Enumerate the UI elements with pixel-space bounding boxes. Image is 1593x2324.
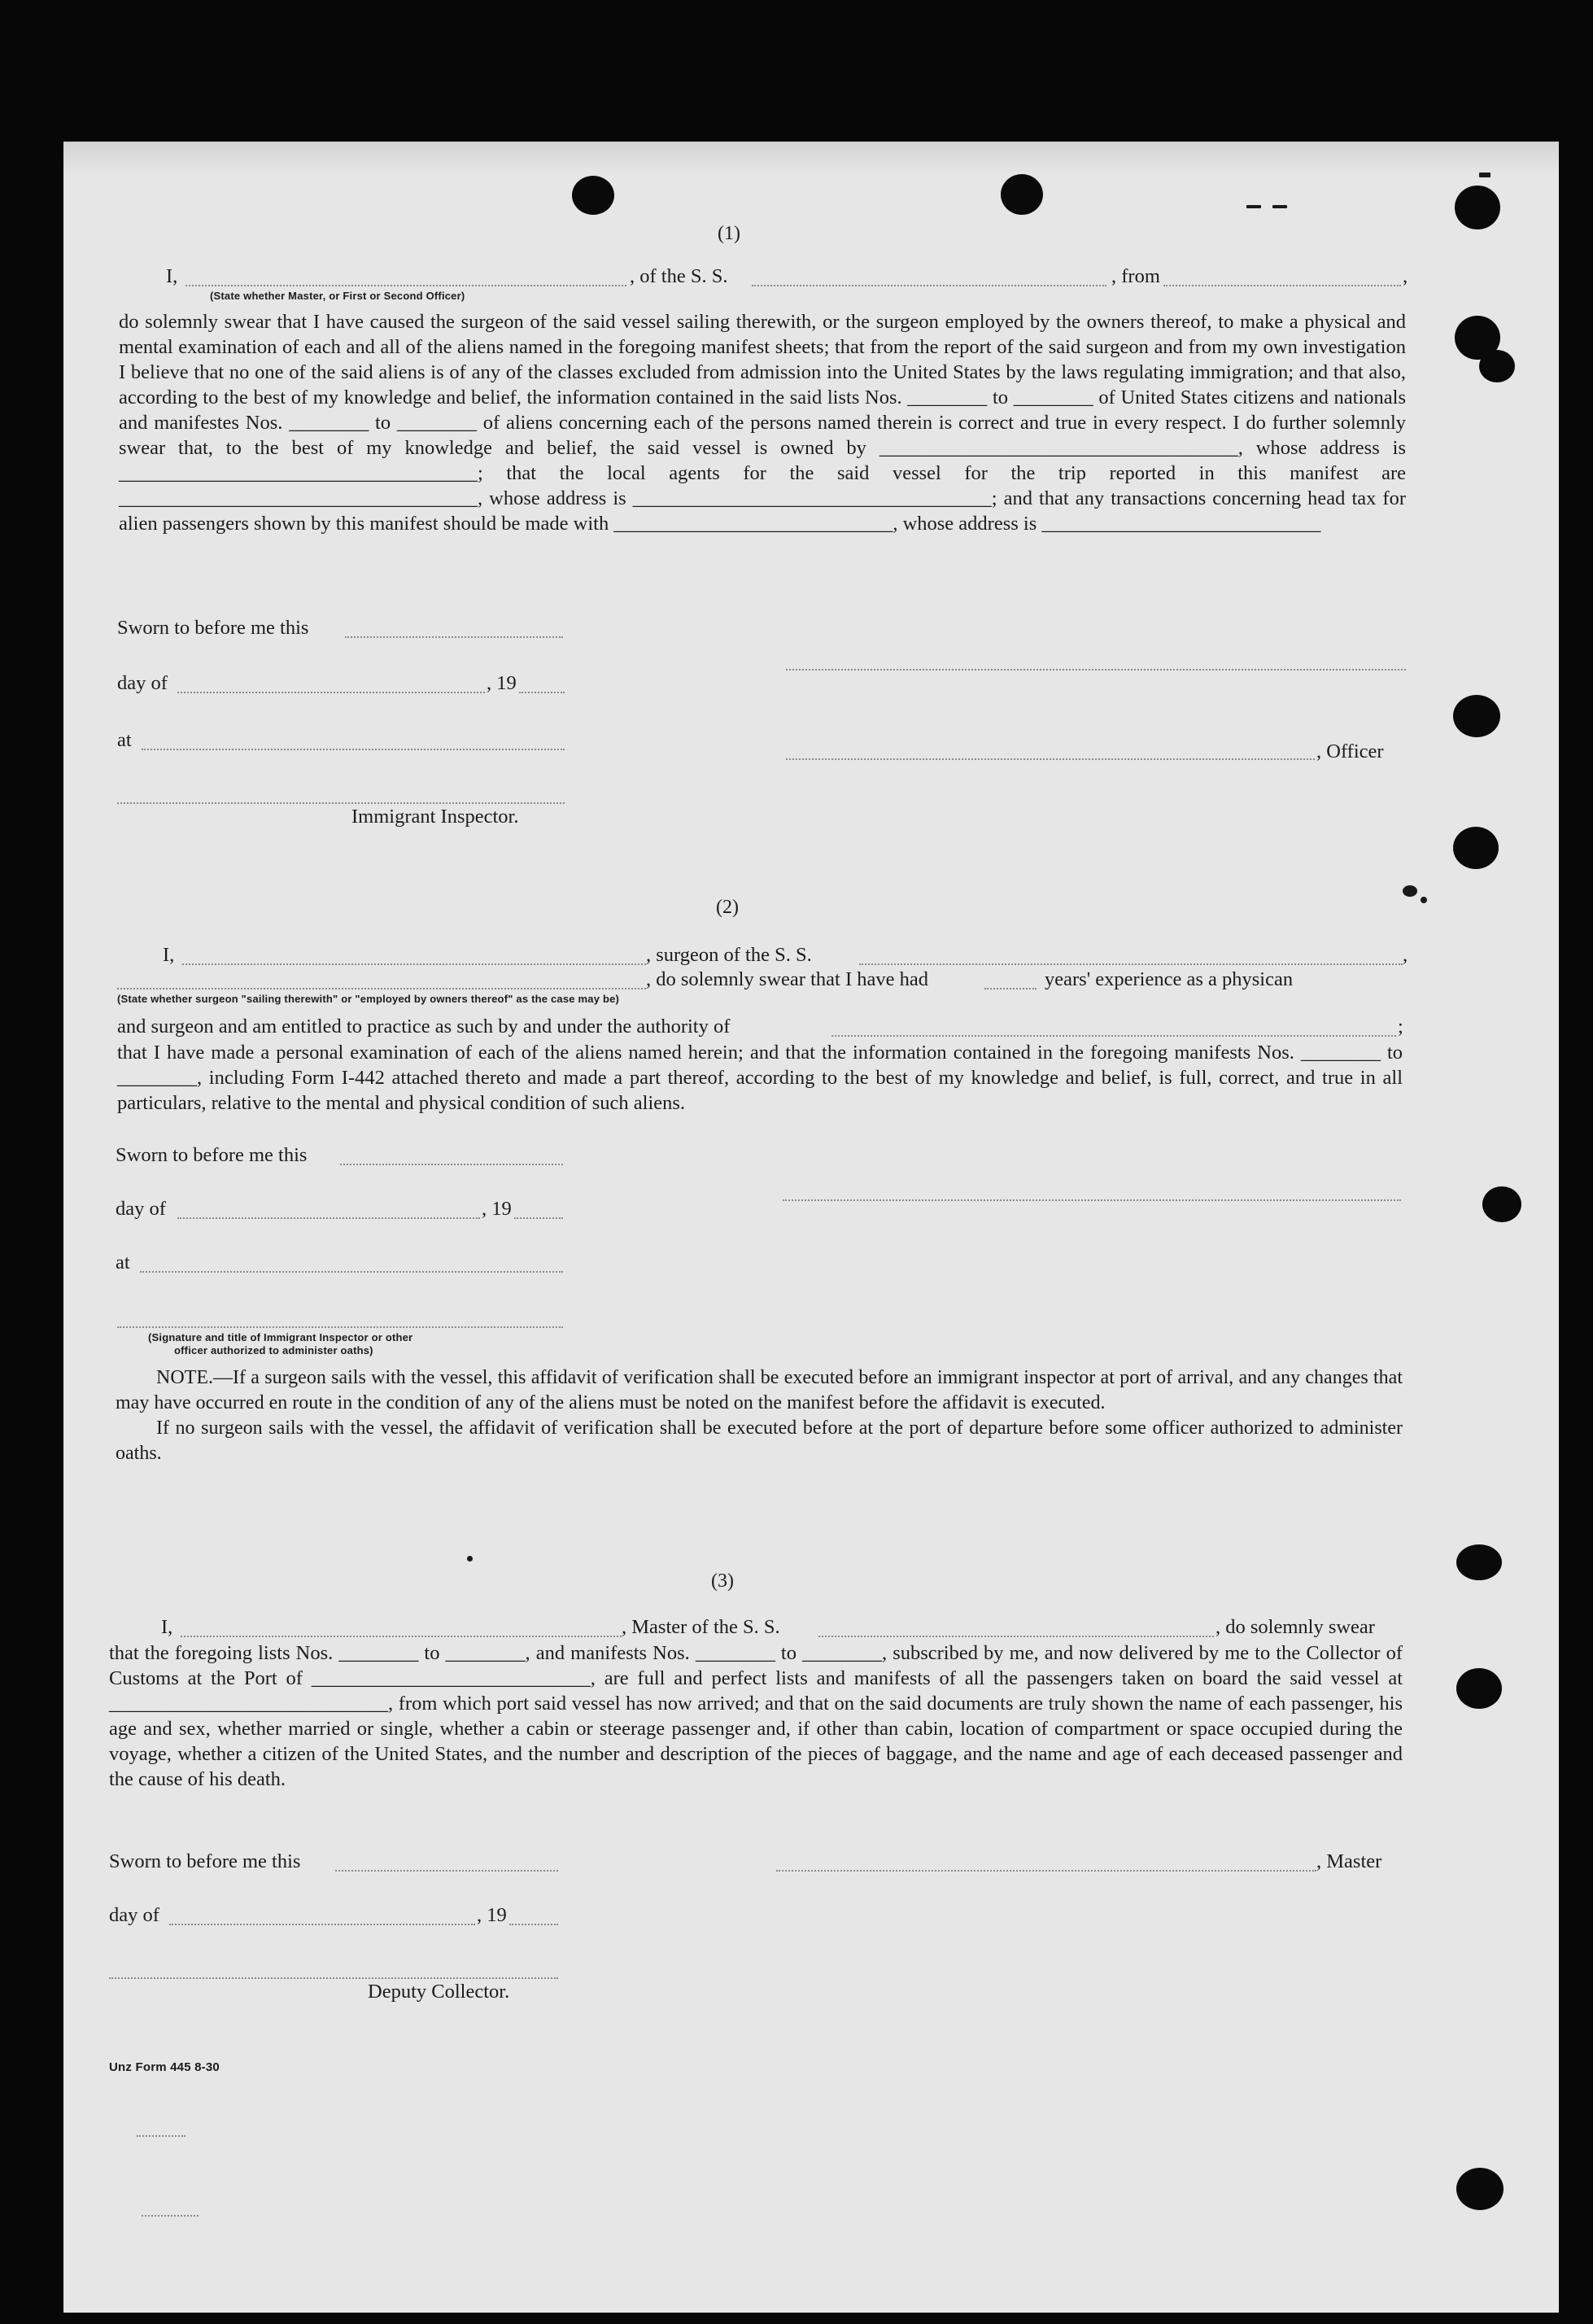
punch-hole — [1455, 186, 1500, 229]
fill-line-master-sign — [776, 1870, 1316, 1872]
note-paragraph: If no surgeon sails with the vessel, the affidavit of verification shall be executed before at the port of departure before some officer authorized to administer oaths. — [116, 1418, 1403, 1464]
ink-speck — [1479, 173, 1490, 177]
of-ss-label: , of the S. S. — [630, 265, 728, 287]
signature-line — [783, 1199, 1401, 1201]
fill-line-year — [519, 692, 565, 693]
officer-label: , Officer — [1316, 740, 1384, 762]
year-label: , 19 — [487, 672, 517, 694]
sworn-label: Sworn to before me this — [116, 1144, 308, 1166]
punch-hole — [1479, 350, 1515, 382]
fill-line-from — [1163, 285, 1401, 286]
at-label: at — [117, 729, 132, 751]
fill-line-date — [340, 1164, 563, 1165]
fill-line-vessel — [859, 963, 1403, 965]
form-sheet — [63, 142, 1559, 2313]
semicolon: ; — [1398, 1016, 1403, 1038]
punch-hole — [1456, 1544, 1502, 1580]
swear-label: , do solemnly swear — [1215, 1616, 1375, 1638]
form-id: Unz Form 445 8-30 — [109, 2060, 220, 2074]
ink-speck — [1421, 897, 1427, 903]
fill-line-authority — [831, 1035, 1396, 1037]
fill-line-officer-sign — [786, 758, 1315, 760]
fill-line-year — [514, 1217, 563, 1219]
oath-body — [119, 309, 1406, 536]
fill-line-years — [984, 988, 1037, 989]
signature-note: officer authorized to administer oaths) — [174, 1344, 373, 1356]
fill-line-officer — [185, 285, 626, 286]
master-of-label: , Master of the S. S. — [622, 1616, 780, 1638]
ink-speck — [1272, 205, 1287, 208]
fill-line-day — [177, 692, 485, 693]
ink-speck — [467, 1556, 473, 1562]
collector-label: Deputy Collector. — [368, 1981, 510, 2003]
surgeon-note: (State whether surgeon "sailing therewith" or "employed by owners thereof" as the case may be) — [117, 993, 620, 1005]
fill-line-capacity — [117, 988, 646, 989]
master-oath-body — [109, 1640, 1403, 1792]
punch-hole — [1453, 695, 1500, 737]
comma: , — [1403, 944, 1408, 966]
fill-line-vessel — [752, 285, 1106, 286]
punch-hole — [1456, 2168, 1504, 2210]
at-label: at — [116, 1252, 130, 1273]
day-of-label: day of — [117, 672, 168, 694]
day-of-label: day of — [109, 1904, 159, 1926]
year-label: , 19 — [477, 1904, 507, 1926]
oath-lead: I, — [161, 1616, 173, 1638]
comma: , — [1403, 265, 1408, 287]
surgeon-of-label: , surgeon of the S. S. — [646, 944, 812, 966]
surgeon-oath-text: that I have made a personal examination of each of the aliens named herein; and that the information contained in the foregoing manifests Nos. ________ to ________, including Form I-442 attached thereto and made a part thereof, according to the best of my knowledge and belief, is full, correct, and true in all particulars, relative to the mental and physical condition of such aliens. — [117, 1042, 1403, 1114]
fill-line-collector — [109, 1977, 558, 1979]
fill-line-master — [181, 1636, 622, 1637]
master-label: , Master — [1316, 1850, 1382, 1872]
note-paragraph: NOTE.—If a surgeon sails with the vessel, this affidavit of verification shall be executed before an immigrant inspector at port of arrival, and any changes that may have occurred en route in the condition of any of the aliens must be noted on the manifest before the affidavit is executed. — [116, 1367, 1403, 1413]
fill-line-year — [509, 1924, 558, 1925]
fill-line-date — [345, 636, 563, 638]
punch-hole — [1453, 827, 1499, 869]
punch-hole — [1482, 1186, 1521, 1222]
fill-line-day — [177, 1217, 480, 1219]
ink-speck — [1246, 205, 1261, 208]
fill-line-place — [142, 749, 565, 750]
authority-label: and surgeon and am entitled to practice as such by and under the authority of — [117, 1016, 731, 1038]
punch-hole — [1456, 1668, 1502, 1709]
master-oath-text: that the foregoing lists Nos. ________ to ________, and manifests Nos. ________ to ________, subscribed by me, and now delivered by me to the Collector of Customs at the Port of ____________________________, are full and perfect lists and manifests of all the passengers taken on board the said vessel at ____________________________, from which port said vessel has now arrived; and that on the said documents are truly shown the name of each passenger, his age and sex, whether married or single, whether a cabin or steerage passenger and, if other than cabin, location of compartment or space occupied during the voyage, whether a citizen of the United States, and the number and description of the pieces of baggage, and the name and age of each deceased passenger and the cause of his death. — [109, 1642, 1403, 1790]
sworn-label: Sworn to before me this — [117, 617, 309, 639]
faint-line — [137, 2135, 185, 2137]
section-number: (2) — [716, 897, 739, 918]
fill-line-place — [140, 1271, 563, 1273]
fill-line-vessel — [818, 1636, 1214, 1637]
faint-line — [142, 2215, 199, 2217]
officer-note: (State whether Master, or First or Second Officer) — [210, 290, 465, 302]
sworn-label: Sworn to before me this — [109, 1850, 301, 1872]
signature-line — [786, 669, 1406, 671]
surgeon-oath-body — [117, 1040, 1403, 1116]
ink-speck — [1403, 885, 1417, 897]
oath-lead: I, — [163, 944, 175, 966]
year-label: , 19 — [482, 1198, 512, 1220]
oath-lead: I, — [166, 265, 178, 287]
oath-text: do solemnly swear that I have caused the surgeon of the said vessel sailing therewith, or the surgeon employed by the owners thereof, to make a physical and mental examination of each and all of the aliens named in the foregoing manifest sheets; that from the report of the said surgeon and from my own investigation I believe that no one of the said aliens is of any of the classes excluded from admission into the United States by the laws regulating immigration; and that also, according to the best of my knowledge and belief, the information contained in the said lists Nos. ________ to ________ of United States citizens and nationals and manifestes Nos. ________ to ________ of aliens concerning each of the persons named therein is correct and true in every respect. I do further solemnly swear that, to the best of my knowledge and belief, the said vessel is owned by ____________________________________, whose address is ____________________________________; that the local agents for the said vessel for the trip reported in this manifest are ____________________________________, whose address is ____________________________________; and that any transactions concerning head tax for alien passengers shown by this manifest should be made with ____________________________, whose address is ____________________________ — [119, 311, 1406, 535]
section-number: (1) — [718, 223, 740, 244]
punch-hole — [572, 176, 614, 215]
signature-note: (Signature and title of Immigrant Inspector or other — [148, 1331, 413, 1343]
from-label: , from — [1111, 265, 1160, 287]
section-number: (3) — [711, 1570, 734, 1592]
fill-line-date — [335, 1870, 558, 1872]
day-of-label: day of — [116, 1198, 166, 1220]
fill-line-day — [169, 1924, 475, 1925]
fill-line-inspector — [117, 802, 565, 804]
notes-block — [116, 1365, 1403, 1466]
inspector-label: Immigrant Inspector. — [351, 806, 519, 828]
fill-line-inspector-sign — [117, 1326, 563, 1328]
punch-hole — [1001, 174, 1043, 215]
fill-line-surgeon — [182, 963, 646, 965]
years-label: years' experience as a physican — [1045, 968, 1294, 990]
do-solemnly-label: , do solemnly swear that I have had — [646, 968, 928, 990]
